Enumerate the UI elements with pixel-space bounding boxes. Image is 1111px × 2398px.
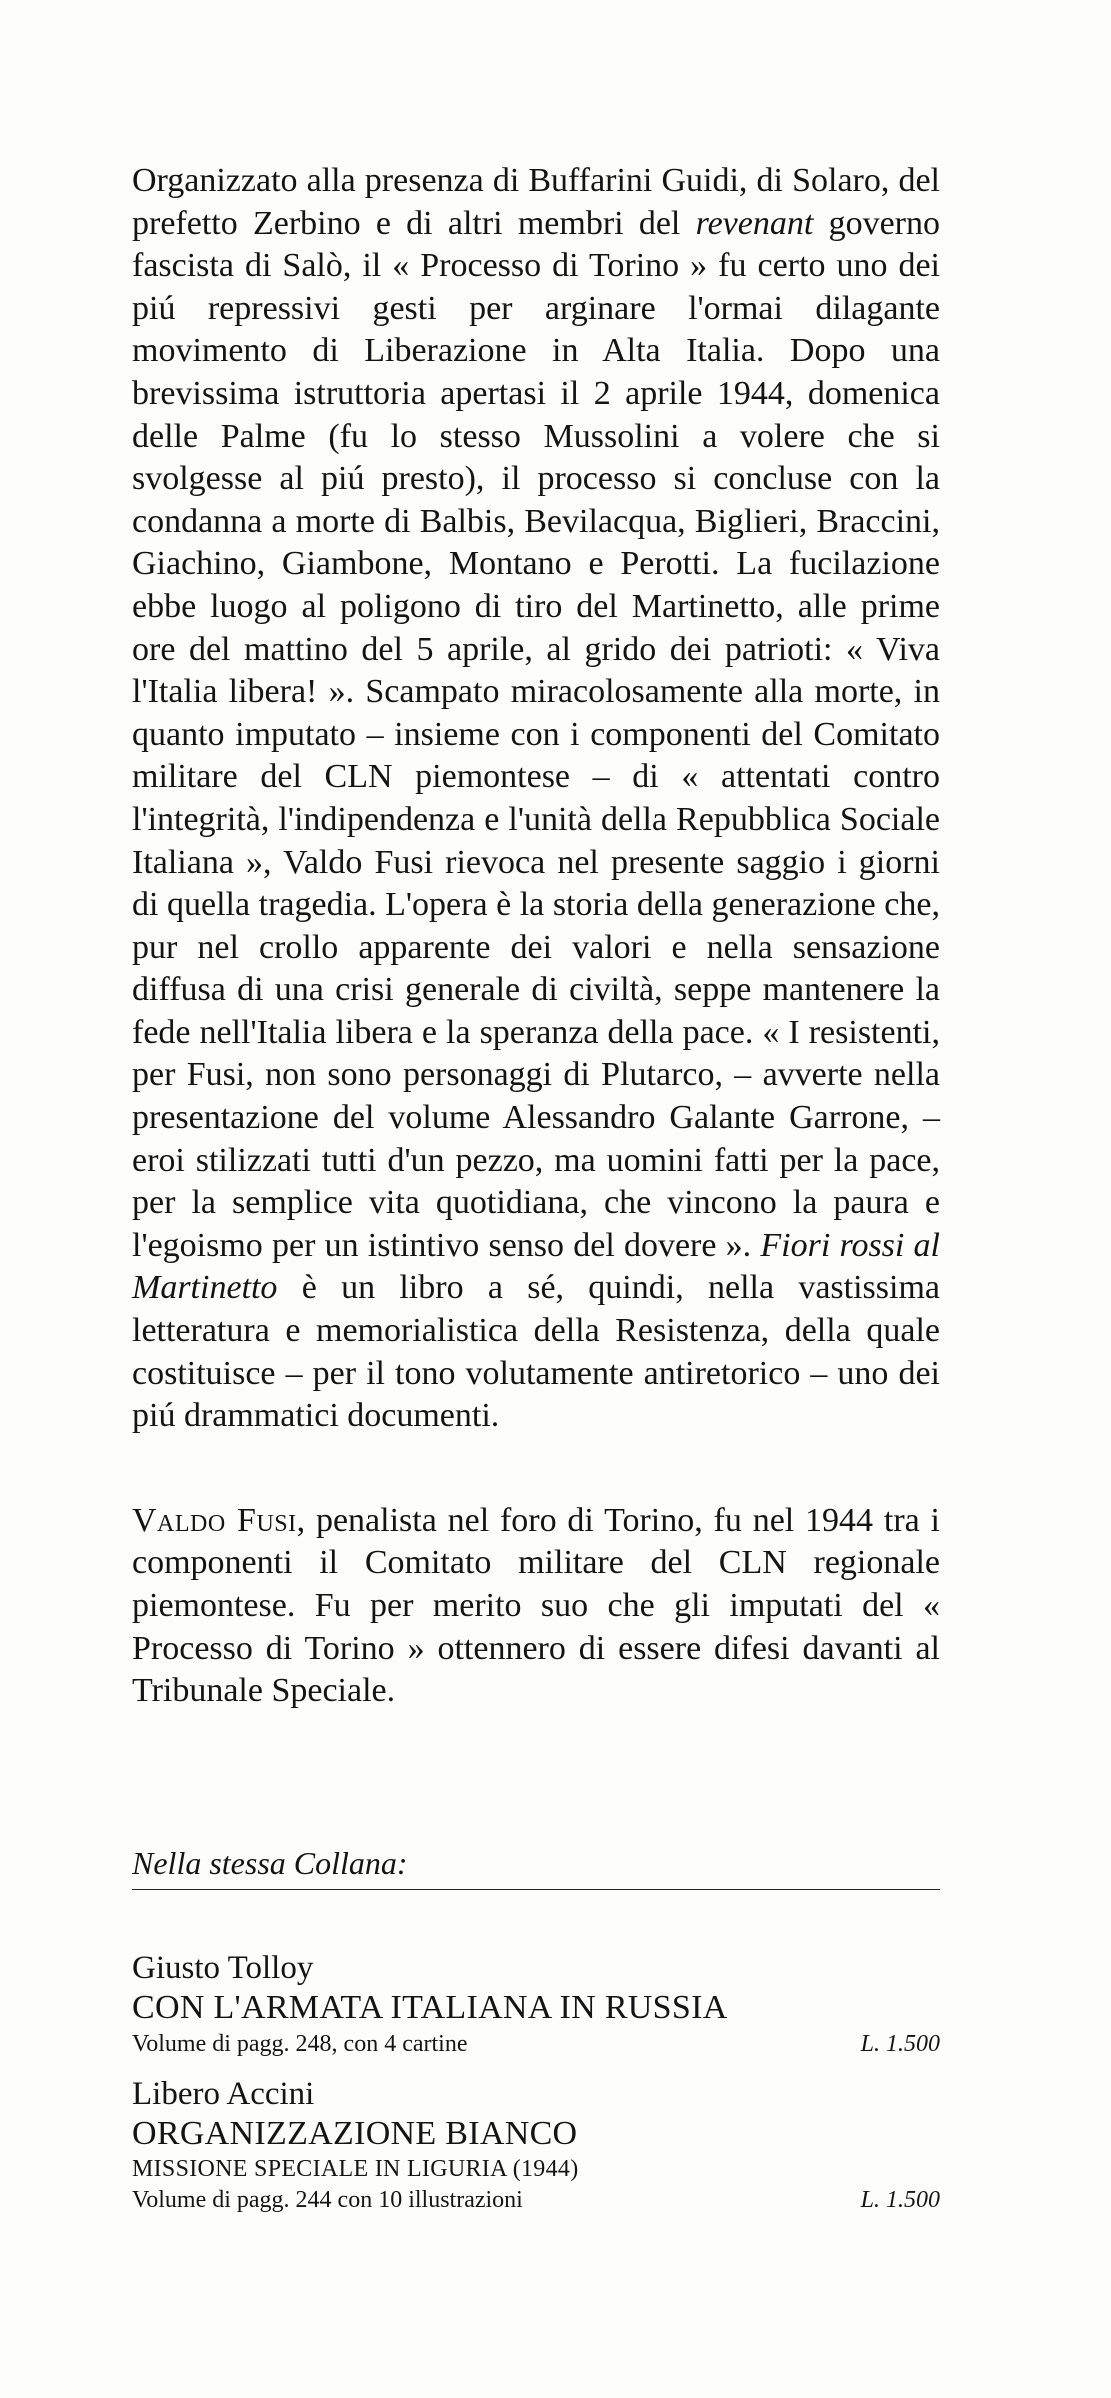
series-heading: Nella stessa Collana: <box>132 1843 940 1890</box>
book-title: CON L'ARMATA ITALIANA IN RUSSIA <box>132 1988 728 2026</box>
author-name: Valdo Fusi <box>132 1501 297 1539</box>
book-title-italic: Fiori rossi al Martinetto <box>132 1226 940 1307</box>
synopsis-text-part: governo fascista di Salò, il « Processo di Torino » fu certo uno dei piú repressivi gesti per arginare l'ormai dilagante movimento di Liberazione in Alta Italia. Dopo una brevissima istruttoria apertasi il 2 aprile 1944, domenica delle Palme (fu lo stesso Mussolini a volere che si svolgesse al piú presto), il processo si concluse con la condanna a morte di Balbis, Bevilacqua, Biglieri, Braccini, Giachino, Giambone, Montano e Perotti. La fucilazione ebbe luogo al poligono di tiro del Martinetto, alle prime ore del mattino del 5 aprile, al grido dei patrioti: « Viva l'Italia libera! ». Scampato miracolosamente alla morte, in quanto imputato – insieme con i componenti del Comitato militare del CLN piemontese – di « attentati contro l'integrità, l'indipendenza e l'unità della Repubblica Sociale Italiana », Valdo Fusi rievoca nel presente saggio i giorni di quella tragedia. L'opera è la storia della generazione che, pur nel crollo apparente dei valori e nella sensazione diffusa di una crisi generale di civiltà, seppe mantenere la fede nell'Italia libera e la speranza della pace. « I resistenti, per Fusi, non sono personaggi di Plutarco, – avverte nella presentazione del volume Alessandro Galante Garrone, – eroi stilizzati tutti d'un pezzo, ma uomini fatti per la pace, per la semplice vita quotidiana, che vincono la paura e l'egoismo per un istintivo senso del dovere ». <box>132 204 940 1264</box>
author-bio-text: , penalista nel foro di Torino, fu nel 1944 tra i componenti il Comitato militare del CLN regionale piemontese. Fu per merito suo che gli imputati del « Processo di Torino » ottennero di essere difesi davanti al Tribunale Speciale. <box>132 1501 941 1710</box>
book-author: Giusto Tolloy <box>132 1949 314 1986</box>
book-author: Libero Accini <box>132 2075 315 2112</box>
series-book-2 <box>132 2074 940 2216</box>
series-book-1 <box>132 1948 940 2060</box>
book-subtitle: MISSIONE SPECIALE IN LIGURIA (1944) <box>132 2155 579 2182</box>
book-details: Volume di pagg. 248, con 4 cartine <box>132 2030 468 2057</box>
synopsis-text-part: è un libro a sé, quindi, nella vastissima letteratura e memorialistica della Resistenza, della quale costituisce – per il tono volutamente antiretorico – uno dei piú drammatici documenti. <box>132 1269 940 1435</box>
book-details: Volume di pagg. 244 con 10 illustrazioni <box>132 2186 523 2213</box>
synopsis-text-part: Organizzato alla presenza di Buffarini Guidi, di Solaro, del prefetto Zerbino e di altri membri del <box>132 162 940 242</box>
book-title: ORGANIZZAZIONE BIANCO <box>132 2114 578 2152</box>
book-back-cover <box>132 160 940 2230</box>
book-price: L. 1.500 <box>860 2030 940 2057</box>
italic-word-revenant: revenant <box>695 204 814 242</box>
book-price: L. 1.500 <box>860 2186 940 2213</box>
author-bio-paragraph <box>132 1500 940 1713</box>
synopsis-paragraph <box>132 160 940 1438</box>
book-meta-row <box>132 2184 940 2216</box>
book-meta-row <box>132 2028 940 2060</box>
